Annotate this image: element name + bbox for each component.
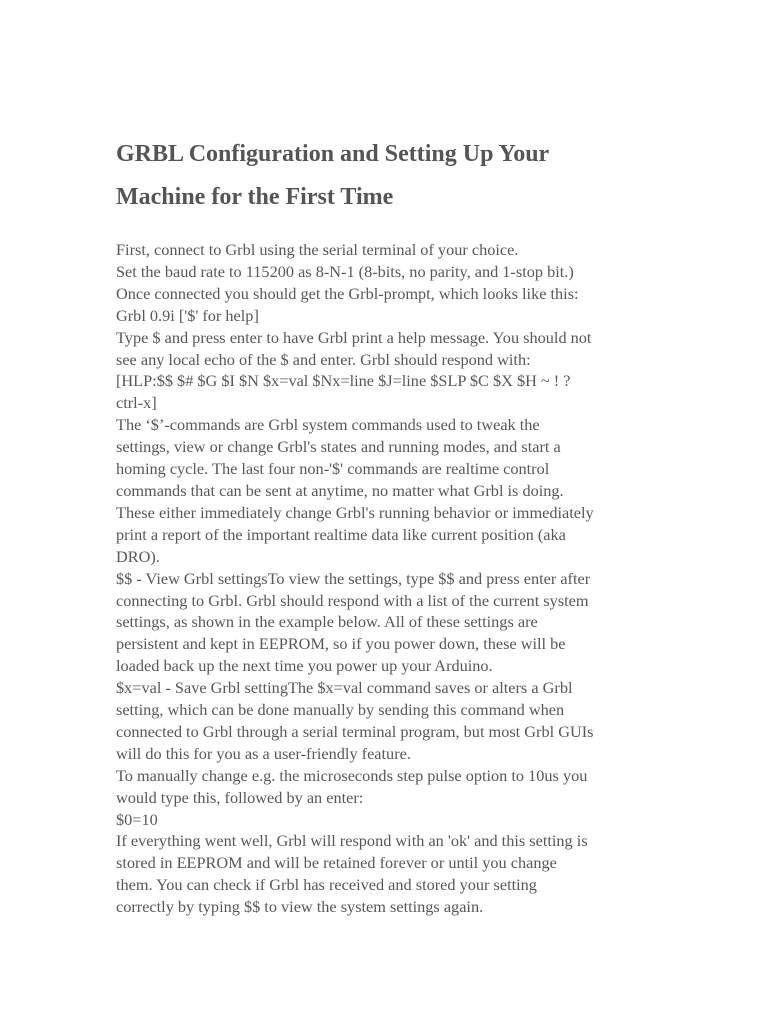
body-line: homing cycle. The last four non-'$' commands are realtime control <box>116 459 550 479</box>
body-line: ctrl-x] <box>116 393 157 413</box>
title-line-2: Machine for the First Time <box>116 184 394 210</box>
body-line: DRO). <box>116 546 160 566</box>
body-line: Set the baud rate to 115200 as 8-N-1 (8-bits, no parity, and 1-stop bit.) <box>116 261 574 281</box>
title-line-1: GRBL Configuration and Setting Up Your <box>116 141 550 167</box>
body-line: If everything went well, Grbl will respond with an 'ok' and this setting is <box>116 831 588 851</box>
body-line: correctly by typing $$ to view the system settings again. <box>116 897 484 917</box>
body-line: Type $ and press enter to have Grbl print a help message. You should not <box>116 327 592 347</box>
document-content <box>116 133 661 918</box>
document-body <box>116 239 661 918</box>
body-line: see any local echo of the $ and enter. Grbl should respond with: <box>116 349 531 369</box>
body-line: connecting to Grbl. Grbl should respond with a list of the current system <box>116 590 589 610</box>
body-line: loaded back up the next time you power up your Arduino. <box>116 656 493 676</box>
body-line: $0=10 <box>116 809 158 829</box>
body-line: $$ - View Grbl settingsTo view the settings, type $$ and press enter after <box>116 568 591 588</box>
body-line: The ‘$’-commands are Grbl system commands used to tweak the <box>116 415 540 435</box>
body-line: commands that can be sent at anytime, no matter what Grbl is doing. <box>116 480 564 500</box>
body-line: will do this for you as a user-friendly feature. <box>116 743 411 763</box>
document-title <box>116 133 661 219</box>
body-line: them. You can check if Grbl has received and stored your setting <box>116 875 537 895</box>
body-line: settings, as shown in the example below. All of these settings are <box>116 612 538 632</box>
body-line: Grbl 0.9i ['$' for help] <box>116 305 259 325</box>
body-line: $x=val - Save Grbl settingThe $x=val command saves or alters a Grbl <box>116 678 573 698</box>
body-line: These either immediately change Grbl's running behavior or immediately <box>116 502 594 522</box>
body-line: stored in EEPROM and will be retained forever or until you change <box>116 853 557 873</box>
body-line: Once connected you should get the Grbl-prompt, which looks like this: <box>116 283 579 303</box>
body-line: First, connect to Grbl using the serial terminal of your choice. <box>116 240 519 259</box>
body-line: print a report of the important realtime data like current position (aka <box>116 524 566 544</box>
body-line: To manually change e.g. the microseconds step pulse option to 10us you <box>116 765 588 785</box>
body-line: setting, which can be done manually by sending this command when <box>116 700 565 720</box>
body-line: connected to Grbl through a serial terminal program, but most Grbl GUIs <box>116 721 594 741</box>
body-line: would type this, followed by an enter: <box>116 787 364 807</box>
body-line: [HLP:$$ $# $G $I $N $x=val $Nx=line $J=line $SLP $C $X $H ~ ! ? <box>116 371 571 391</box>
body-line: persistent and kept in EEPROM, so if you power down, these will be <box>116 634 566 654</box>
body-line: settings, view or change Grbl's states and running modes, and start a <box>116 437 561 457</box>
